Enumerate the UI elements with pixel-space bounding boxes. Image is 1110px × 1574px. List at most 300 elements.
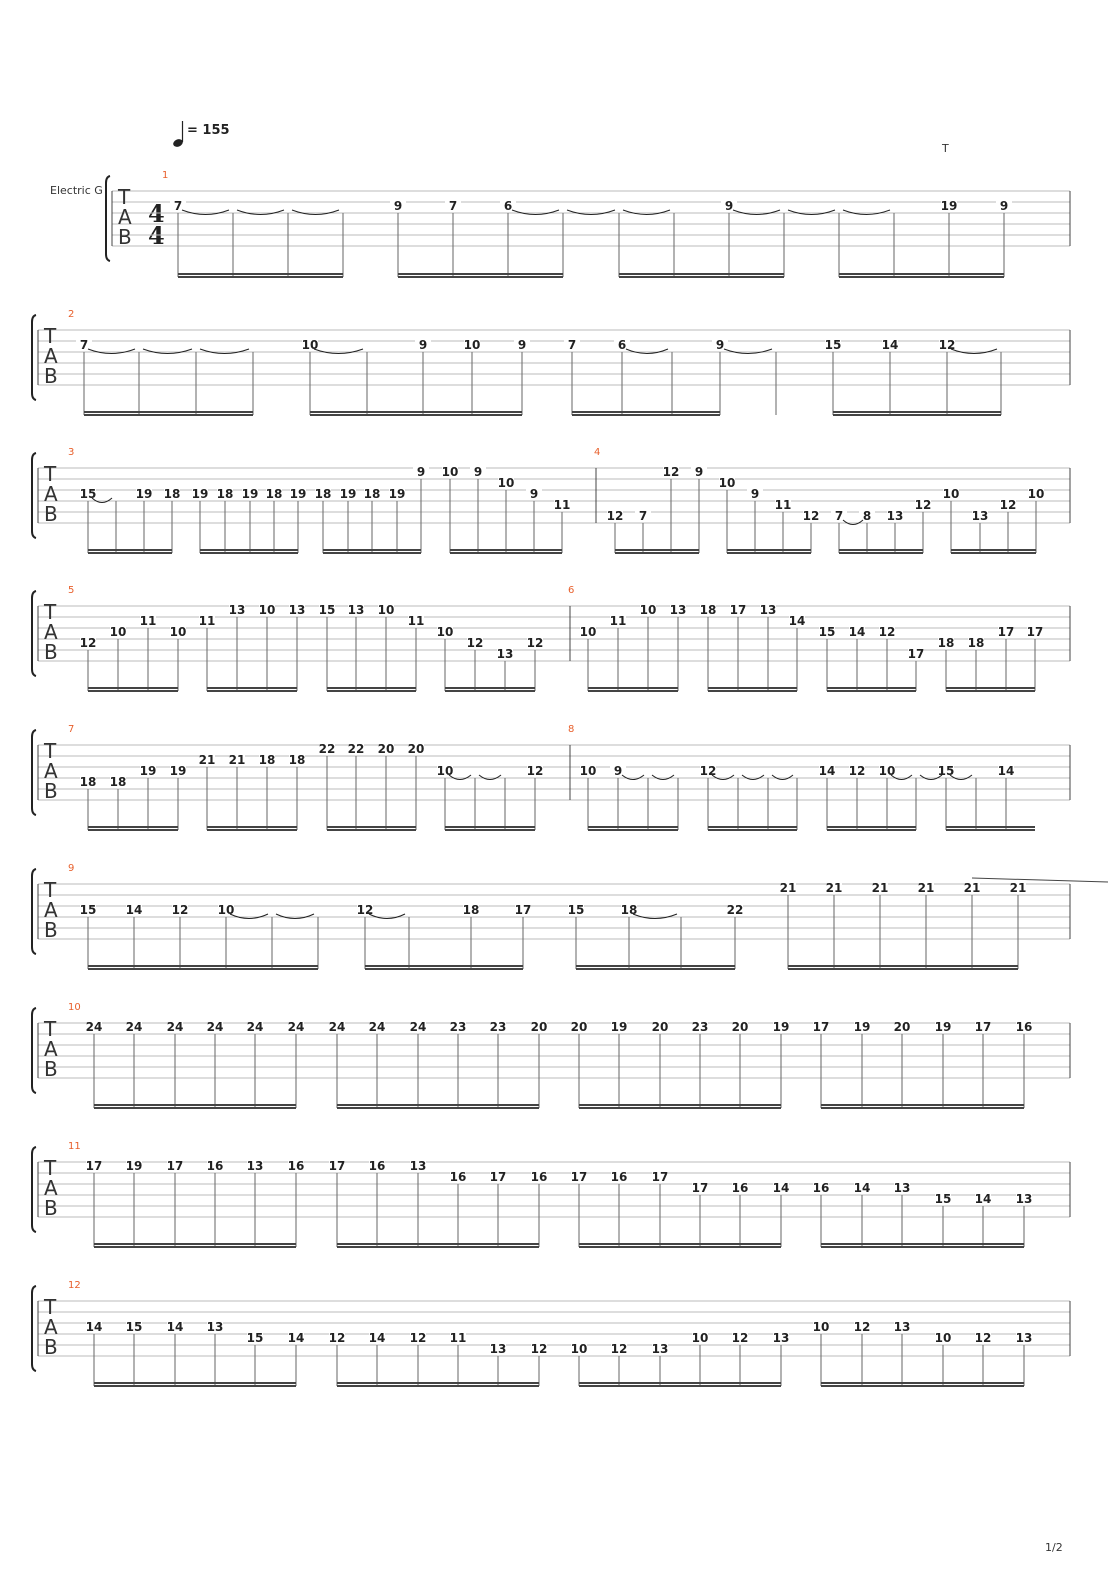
beam (327, 829, 416, 831)
beam (445, 690, 535, 692)
fret-number: 14 (166, 1320, 184, 1334)
tab-clef-letter: A (44, 1176, 58, 1200)
beam (88, 829, 178, 831)
fret-number: 19 (139, 764, 157, 778)
fret-number: 18 (163, 487, 181, 501)
fret-number: 10 (691, 1331, 709, 1345)
time-signature-numerator: 4 (148, 199, 165, 228)
fret-number: 13 (409, 1159, 427, 1173)
fret-number: 17 (974, 1020, 992, 1034)
beam (572, 411, 720, 413)
fret-number: 13 (1015, 1331, 1033, 1345)
fret-number: 10 (169, 625, 187, 639)
fret-number: 9 (715, 338, 725, 352)
fret-number: 13 (347, 603, 365, 617)
fret-number: 12 (466, 636, 484, 650)
fret-number: 13 (772, 1331, 790, 1345)
fret-number: 17 (812, 1020, 830, 1034)
fret-number: 13 (651, 1342, 669, 1356)
fret-number: 18 (967, 636, 985, 650)
system-bracket (32, 315, 36, 400)
beam (337, 1104, 539, 1106)
fret-number: 18 (288, 753, 306, 767)
tab-clef-letter: T (44, 878, 57, 902)
fret-number: 16 (287, 1159, 305, 1173)
fret-number: 13 (228, 603, 246, 617)
beam (323, 549, 421, 551)
fret-number: 11 (553, 498, 571, 512)
beam (708, 687, 797, 689)
tab-systems (32, 170, 1108, 1387)
fret-number: 12 (328, 1331, 346, 1345)
tie-arc (237, 210, 284, 215)
fret-number: 14 (788, 614, 806, 628)
tab-clef-letter: T (44, 600, 57, 624)
fret-number: 24 (206, 1020, 224, 1034)
fret-number: 24 (328, 1020, 346, 1034)
fret-number: 15 (937, 764, 955, 778)
fret-number: 9 (517, 338, 527, 352)
tie-arc (314, 349, 363, 354)
fret-number: 10 (301, 338, 319, 352)
tab-clef-letter: B (44, 918, 58, 942)
beam (398, 276, 563, 278)
fret-number: 18 (462, 903, 480, 917)
beam (821, 1246, 1024, 1248)
system-bracket (32, 730, 36, 815)
beam (619, 276, 784, 278)
tab-clef-letter: T (118, 185, 131, 209)
fret-number: 18 (79, 775, 97, 789)
fret-number: 13 (496, 647, 514, 661)
fret-number: 10 (258, 603, 276, 617)
beam (84, 414, 253, 416)
beam (572, 414, 720, 416)
fret-number: 16 (812, 1181, 830, 1195)
tie-arc (200, 349, 249, 354)
page-number: 1/2 (1045, 1541, 1063, 1554)
beam (833, 411, 1001, 413)
beam (579, 1382, 781, 1384)
fret-number: 16 (206, 1159, 224, 1173)
fret-number: 14 (853, 1181, 871, 1195)
fret-number: 23 (489, 1020, 507, 1034)
beam (788, 968, 1018, 970)
fret-number: 18 (258, 753, 276, 767)
beam (821, 1385, 1024, 1387)
fret-number: 17 (489, 1170, 507, 1184)
fret-number: 19 (135, 487, 153, 501)
fret-number: 21 (1009, 881, 1027, 895)
slide-line (972, 878, 1108, 882)
tab-clef-letter: A (118, 205, 132, 229)
system-bracket (32, 869, 36, 954)
fret-number: 10 (942, 487, 960, 501)
beam (365, 965, 523, 967)
measure-number: 10 (68, 1002, 81, 1013)
beam (337, 1246, 539, 1248)
fret-number: 13 (288, 603, 306, 617)
fret-number: 10 (1027, 487, 1045, 501)
tab-clef-letter: B (44, 1335, 58, 1359)
beam (450, 552, 562, 554)
tie-arc (88, 349, 135, 354)
measure-number: 1 (162, 170, 169, 181)
beam (445, 826, 535, 828)
fret-number: 13 (886, 509, 904, 523)
fret-number: 20 (651, 1020, 669, 1034)
fret-number: 10 (463, 338, 481, 352)
beam (833, 414, 1001, 416)
beam (327, 687, 416, 689)
beam (94, 1385, 296, 1387)
fret-number: 21 (963, 881, 981, 895)
beam (839, 552, 923, 554)
fret-number: 10 (570, 1342, 588, 1356)
fret-number: 24 (287, 1020, 305, 1034)
measure-number: 11 (68, 1141, 81, 1152)
fret-number: 12 (878, 625, 896, 639)
beam (450, 549, 562, 551)
fret-number: 12 (662, 465, 680, 479)
fret-number: 6 (617, 338, 627, 352)
beam (946, 690, 1035, 692)
beam (200, 549, 298, 551)
beam (588, 826, 678, 828)
fret-number: 22 (726, 903, 744, 917)
fret-number: 14 (848, 625, 866, 639)
fret-number: 16 (530, 1170, 548, 1184)
fret-number: 10 (436, 764, 454, 778)
fret-number: 13 (246, 1159, 264, 1173)
fret-number: 18 (937, 636, 955, 650)
beam (94, 1243, 296, 1245)
tab-clef-letter: B (44, 779, 58, 803)
beam (94, 1107, 296, 1109)
beam (727, 552, 811, 554)
fret-number: 9 (724, 199, 734, 213)
tie-arc (623, 210, 670, 215)
fret-number: 12 (853, 1320, 871, 1334)
section-marker: T (942, 142, 949, 155)
fret-number: 9 (750, 487, 760, 501)
beam (445, 687, 535, 689)
fret-number: 17 (514, 903, 532, 917)
fret-number: 14 (85, 1320, 103, 1334)
beam (821, 1382, 1024, 1384)
beam (398, 273, 563, 275)
tab-clef-letter: T (44, 739, 57, 763)
fret-number: 17 (691, 1181, 709, 1195)
beam (310, 411, 522, 413)
fret-number: 8 (862, 509, 872, 523)
fret-number: 13 (893, 1320, 911, 1334)
fret-number: 9 (416, 465, 426, 479)
fret-number: 15 (934, 1192, 952, 1206)
fret-number: 9 (418, 338, 428, 352)
fret-number: 15 (824, 338, 842, 352)
beam (207, 690, 297, 692)
tie-arc (733, 210, 780, 215)
fret-number: 14 (818, 764, 836, 778)
fret-number: 17 (166, 1159, 184, 1173)
beam (337, 1107, 539, 1109)
fret-number: 17 (651, 1170, 669, 1184)
beam (88, 826, 178, 828)
beam (708, 826, 797, 828)
fret-number: 23 (691, 1020, 709, 1034)
fret-number: 10 (579, 625, 597, 639)
fret-number: 10 (109, 625, 127, 639)
fret-number: 10 (579, 764, 597, 778)
fret-number: 18 (699, 603, 717, 617)
fret-number: 19 (191, 487, 209, 501)
tab-clef-letter: T (44, 1295, 57, 1319)
fret-number: 21 (228, 753, 246, 767)
fret-number: 14 (287, 1331, 305, 1345)
fret-number: 12 (938, 338, 956, 352)
fret-number: 19 (610, 1020, 628, 1034)
fret-number: 19 (339, 487, 357, 501)
beam (88, 552, 172, 554)
beam (337, 1382, 539, 1384)
fret-number: 12 (731, 1331, 749, 1345)
tab-system (32, 585, 1070, 692)
tie-arc (369, 914, 405, 919)
tab-clef-letter: A (44, 898, 58, 922)
fret-number: 16 (1015, 1020, 1033, 1034)
fret-number: 15 (79, 903, 97, 917)
fret-number: 20 (893, 1020, 911, 1034)
fret-number: 16 (368, 1159, 386, 1173)
beam (827, 690, 916, 692)
fret-number: 24 (409, 1020, 427, 1034)
beam (94, 1104, 296, 1106)
fret-number: 7 (567, 338, 577, 352)
fret-number: 12 (606, 509, 624, 523)
fret-number: 11 (139, 614, 157, 628)
beam (827, 826, 916, 828)
instrument-name: Electric G (50, 184, 103, 197)
fret-number: 13 (669, 603, 687, 617)
tab-system (32, 1002, 1070, 1109)
tie-arc (742, 775, 764, 780)
tie-arc (182, 210, 229, 215)
fret-number: 9 (999, 199, 1009, 213)
tab-system (32, 309, 1070, 416)
fret-number: 20 (570, 1020, 588, 1034)
beam (827, 687, 916, 689)
beam (839, 273, 1004, 275)
fret-number: 12 (530, 1342, 548, 1356)
beam (619, 273, 784, 275)
tie-arc (143, 349, 192, 354)
fret-number: 10 (377, 603, 395, 617)
beam (323, 552, 421, 554)
tie-arc (772, 775, 793, 780)
fret-number: 6 (503, 199, 513, 213)
fret-number: 21 (825, 881, 843, 895)
fret-number: 12 (699, 764, 717, 778)
tab-system (32, 1141, 1070, 1248)
fret-number: 13 (206, 1320, 224, 1334)
fret-number: 17 (729, 603, 747, 617)
fret-number: 7 (79, 338, 89, 352)
fret-number: 19 (772, 1020, 790, 1034)
fret-number: 19 (934, 1020, 952, 1034)
fret-number: 17 (570, 1170, 588, 1184)
beam (327, 826, 416, 828)
beam (88, 965, 318, 967)
tie-arc (633, 914, 677, 919)
tab-clef-letter: A (44, 482, 58, 506)
tie-arc (567, 210, 615, 215)
tab-clef-letter: A (44, 1037, 58, 1061)
tie-arc (788, 210, 835, 215)
fret-number: 14 (368, 1331, 386, 1345)
fret-number: 14 (125, 903, 143, 917)
fret-number: 22 (347, 742, 365, 756)
beam (178, 276, 343, 278)
fret-number: 7 (448, 199, 458, 213)
beam (951, 552, 1036, 554)
fret-number: 18 (620, 903, 638, 917)
fret-number: 20 (731, 1020, 749, 1034)
fret-number: 7 (638, 509, 648, 523)
tie-arc (276, 914, 314, 919)
system-bracket (32, 1286, 36, 1371)
tab-system (32, 863, 1070, 970)
fret-number: 19 (241, 487, 259, 501)
fret-number: 9 (613, 764, 623, 778)
fret-number: 19 (388, 487, 406, 501)
tab-clef-letter: B (44, 1057, 58, 1081)
beam (708, 690, 797, 692)
beam (445, 829, 535, 831)
beam (576, 965, 735, 967)
fret-number: 21 (779, 881, 797, 895)
time-signature-denominator: 4 (148, 221, 165, 250)
beam (615, 552, 699, 554)
fret-number: 9 (393, 199, 403, 213)
beam (588, 687, 678, 689)
tempo-marking: = 155 (187, 123, 230, 138)
beam (946, 687, 1035, 689)
fret-number: 10 (441, 465, 459, 479)
beam (615, 549, 699, 551)
system-bracket (106, 176, 110, 261)
fret-number: 11 (198, 614, 216, 628)
tab-clef-letter: B (118, 225, 132, 249)
beam (337, 1385, 539, 1387)
fret-number: 12 (999, 498, 1017, 512)
measure-number: 7 (68, 724, 75, 735)
fret-number: 12 (974, 1331, 992, 1345)
beam (207, 829, 297, 831)
beam (327, 690, 416, 692)
fret-number: 12 (526, 636, 544, 650)
fret-number: 20 (407, 742, 425, 756)
fret-number: 24 (125, 1020, 143, 1034)
fret-number: 20 (377, 742, 395, 756)
tab-clef-letter: A (44, 620, 58, 644)
tie-arc (843, 210, 890, 215)
beam (576, 968, 735, 970)
measure-number: 4 (594, 447, 601, 458)
beam (951, 549, 1036, 551)
tab-system (32, 724, 1070, 831)
fret-number: 7 (834, 509, 844, 523)
beam (337, 1243, 539, 1245)
tab-clef-letter: A (44, 344, 58, 368)
fret-number: 13 (1015, 1192, 1033, 1206)
fret-number: 19 (289, 487, 307, 501)
score-header (50, 121, 949, 250)
beam (310, 414, 522, 416)
fret-number: 19 (853, 1020, 871, 1034)
fret-number: 22 (318, 742, 336, 756)
measure-number: 2 (68, 309, 75, 320)
beam (207, 687, 297, 689)
beam (839, 549, 923, 551)
fret-number: 7 (173, 199, 183, 213)
tab-clef-letter: B (44, 640, 58, 664)
fret-number: 9 (529, 487, 539, 501)
tab-clef-letter: T (44, 1156, 57, 1180)
beam (579, 1246, 781, 1248)
fret-number: 10 (497, 476, 515, 490)
tab-clef-letter: B (44, 502, 58, 526)
fret-number: 12 (914, 498, 932, 512)
tie-arc (230, 914, 268, 919)
beam (946, 829, 1035, 831)
fret-number: 11 (449, 1331, 467, 1345)
fret-number: 18 (109, 775, 127, 789)
tab-clef-letter: A (44, 759, 58, 783)
beam (821, 1107, 1024, 1109)
fret-number: 15 (818, 625, 836, 639)
fret-number: 12 (848, 764, 866, 778)
beam (88, 690, 178, 692)
fret-number: 15 (125, 1320, 143, 1334)
beam (207, 826, 297, 828)
system-bracket (32, 453, 36, 538)
tie-arc (512, 210, 559, 215)
tie-arc (652, 775, 674, 780)
beam (588, 690, 678, 692)
tie-arc (626, 349, 668, 354)
fret-number: 17 (907, 647, 925, 661)
fret-number: 16 (731, 1181, 749, 1195)
fret-number: 16 (610, 1170, 628, 1184)
quarter-note-icon (172, 121, 184, 148)
beam (94, 1246, 296, 1248)
tab-clef-letter: B (44, 1196, 58, 1220)
measure-number: 6 (568, 585, 575, 596)
measure-number: 5 (68, 585, 75, 596)
tab-system (106, 170, 1070, 278)
beam (579, 1243, 781, 1245)
fret-number: 12 (356, 903, 374, 917)
fret-number: 10 (639, 603, 657, 617)
measure-number: 3 (68, 447, 75, 458)
fret-number: 14 (881, 338, 899, 352)
fret-number: 18 (265, 487, 283, 501)
fret-number: 9 (694, 465, 704, 479)
fret-number: 17 (1026, 625, 1044, 639)
tab-clef-letter: T (44, 1017, 57, 1041)
beam (727, 549, 811, 551)
